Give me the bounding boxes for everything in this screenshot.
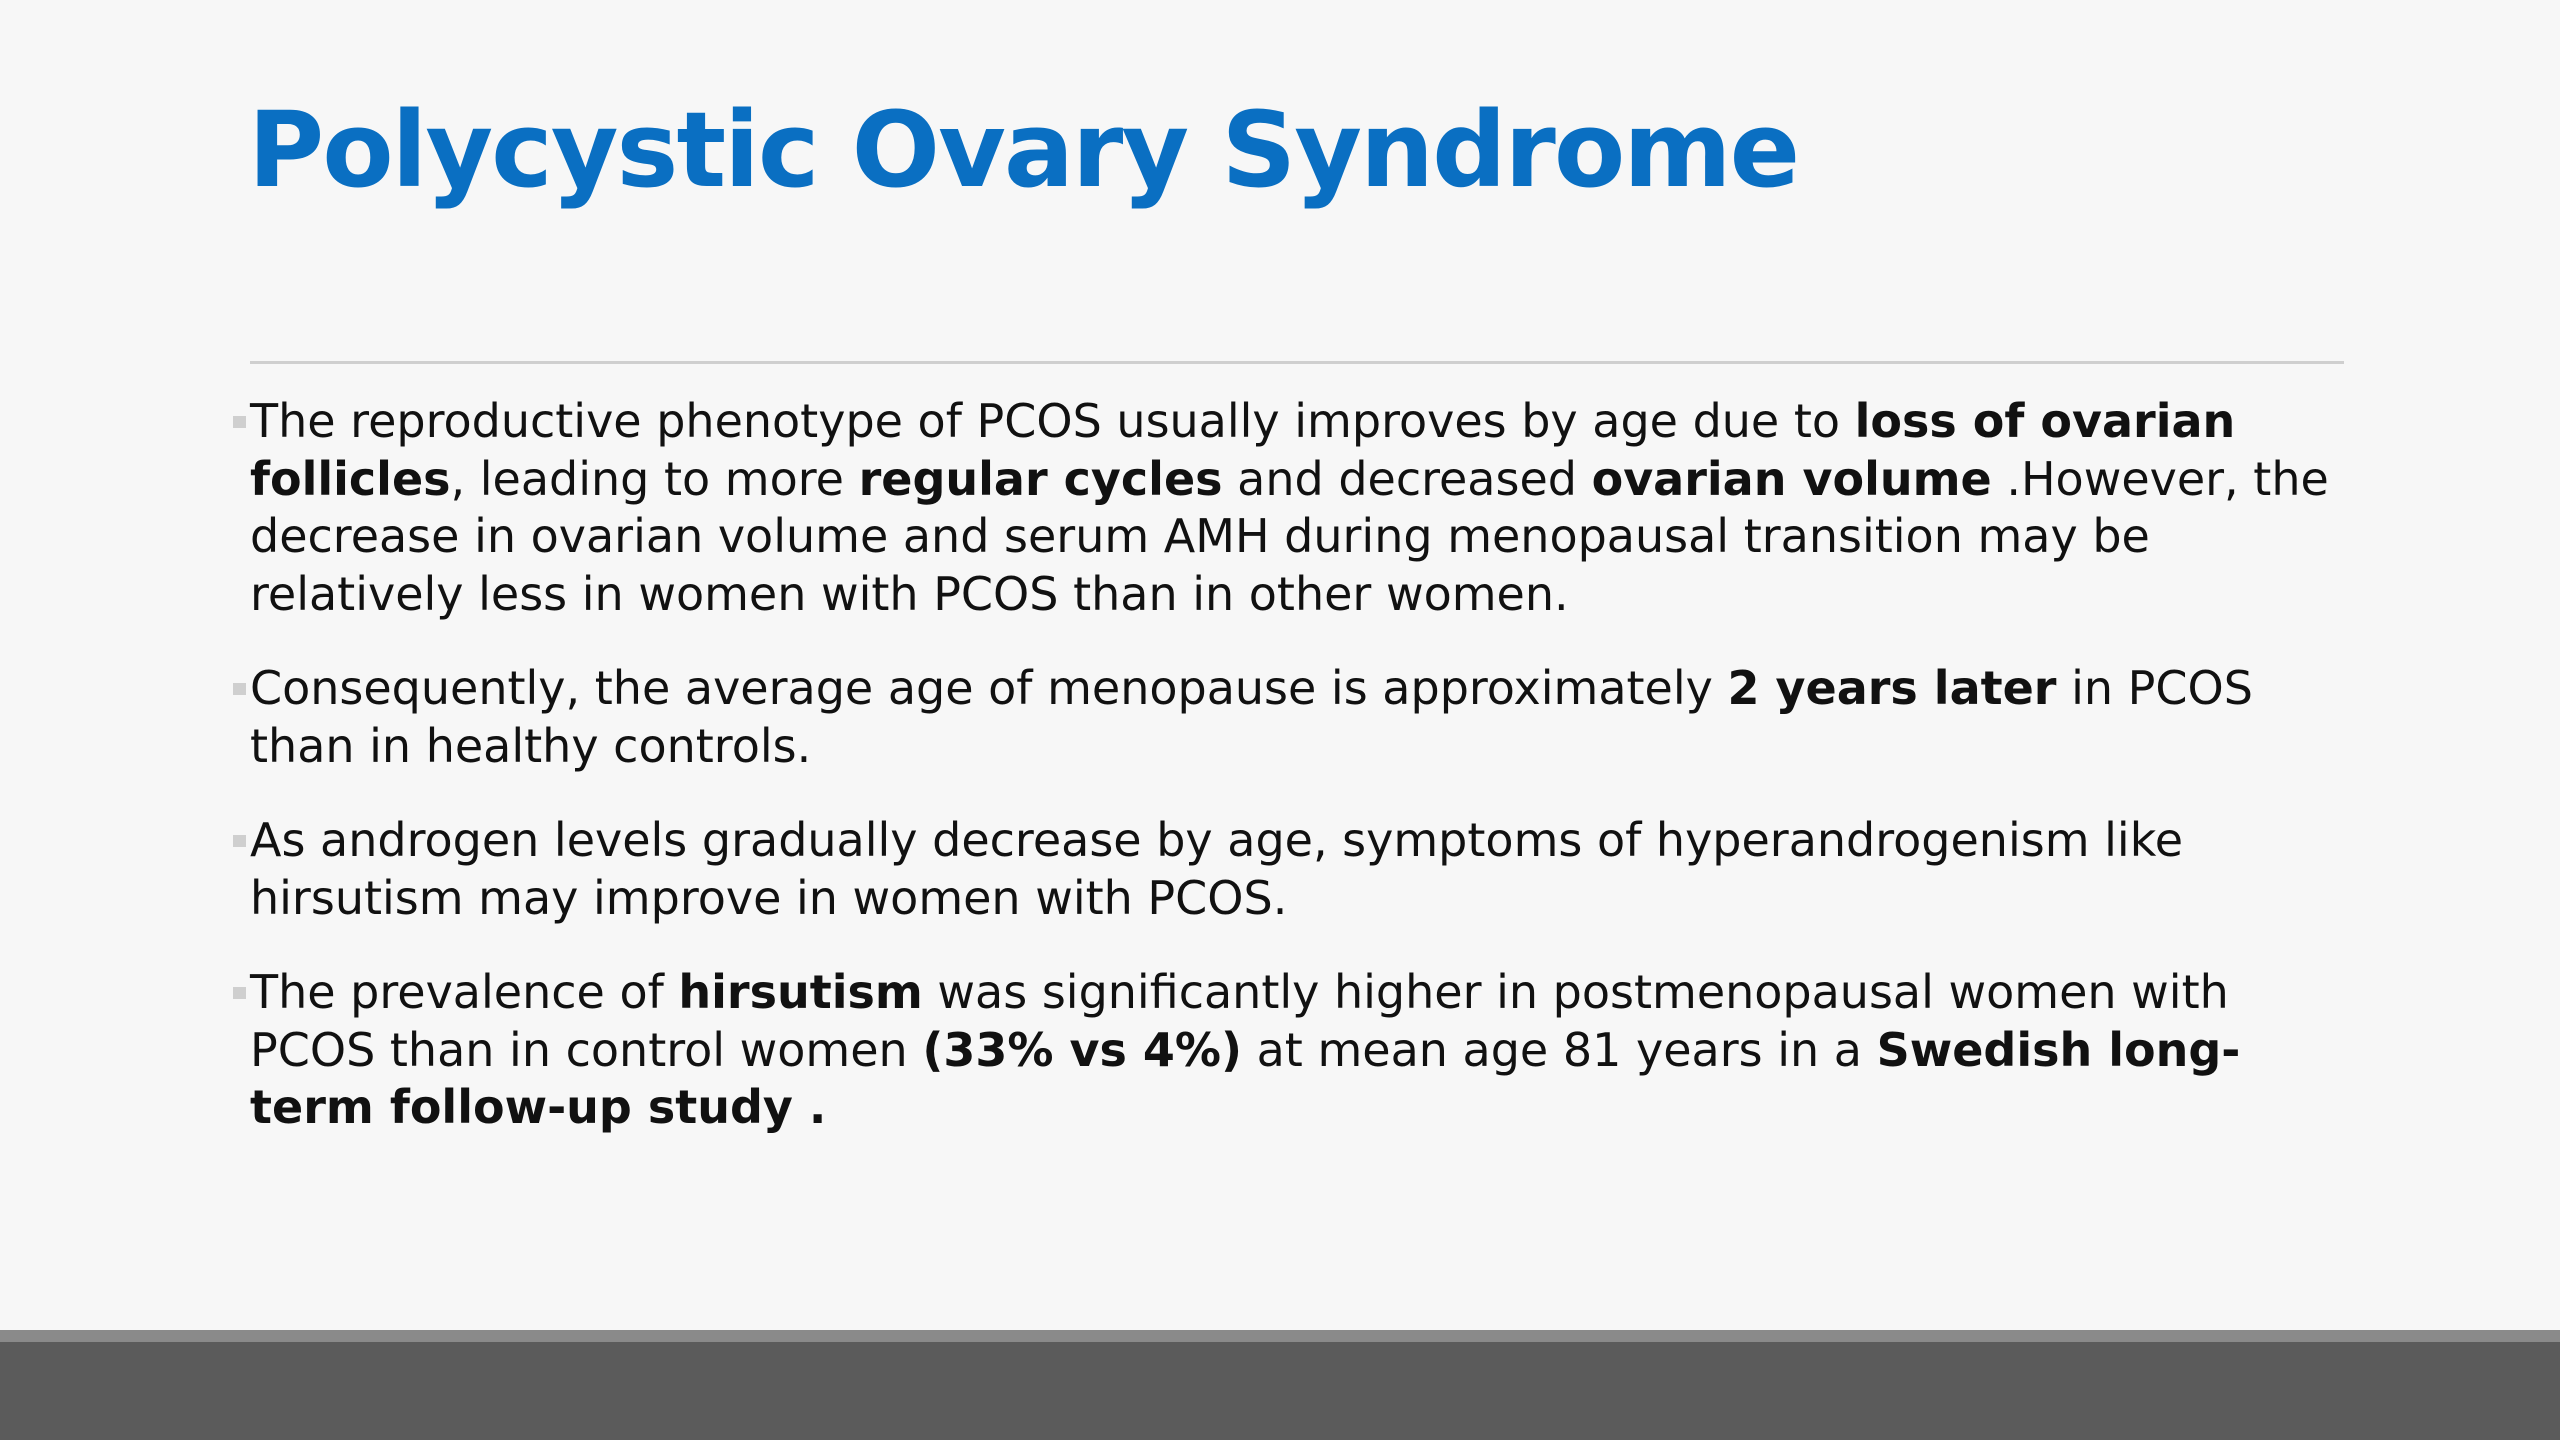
bullet-text <box>250 661 2253 773</box>
bullet-text <box>250 813 2183 925</box>
bottom-bar-edge <box>0 1330 2560 1342</box>
bullet-text-emphasis: ovarian volume <box>1591 451 1992 506</box>
bullet-square-icon <box>233 835 246 847</box>
bullet-square-icon <box>233 683 246 695</box>
bullet-item <box>250 964 2360 1137</box>
bullet-item <box>250 393 2360 623</box>
presentation-bottom-bar <box>0 1330 2560 1440</box>
bullet-text-segment: at mean age 81 years in a <box>1241 1022 1877 1077</box>
bullet-text-segment: .However, the decrease in ovarian volume and serum AMH during menopausal transition may be relatively less in women with PCOS than in other women. <box>250 451 2329 621</box>
bullet-text-emphasis: regular cycles <box>858 451 1223 506</box>
bullet-item <box>250 660 2360 775</box>
bullet-text-segment: and decreased <box>1222 451 1592 506</box>
bullet-text-segment: was significantly higher in postmenopausal women with PCOS than in control women <box>250 965 2229 1077</box>
bullet-text-segment: The prevalence of <box>250 965 679 1019</box>
bullet-item <box>250 812 2360 927</box>
bullet-text-segment: , leading to more <box>450 451 859 506</box>
bullet-text-emphasis: hirsutism <box>678 965 923 1019</box>
bullet-text-emphasis: loss of ovarian follicles <box>250 394 2236 506</box>
bullet-text-emphasis: Swedish long-term follow-up study . <box>250 1022 2241 1134</box>
bullet-text-segment: Consequently, the average age of menopause is approximately <box>250 661 1728 715</box>
slide-title: Polycystic Ovary Syndrome <box>248 89 1799 211</box>
title-divider <box>250 361 2344 364</box>
bullet-text-segment: The reproductive phenotype of PCOS usually improves by age due to <box>250 394 1855 448</box>
bullet-text-emphasis: 2 years later <box>1727 661 2057 715</box>
bullet-square-icon <box>233 987 246 999</box>
slide-body <box>250 393 2360 1174</box>
bullet-text <box>250 394 2329 621</box>
bullet-text <box>250 965 2240 1134</box>
bullet-text-segment: As androgen levels gradually decrease by age, symptoms of hyperandrogenism like hirsutism may improve in women with PCOS. <box>250 813 2183 925</box>
bullet-square-icon <box>233 416 246 428</box>
bullet-text-segment: in PCOS than in healthy controls. <box>250 661 2253 773</box>
bullet-text-emphasis: (33% vs 4%) <box>922 1022 1242 1077</box>
